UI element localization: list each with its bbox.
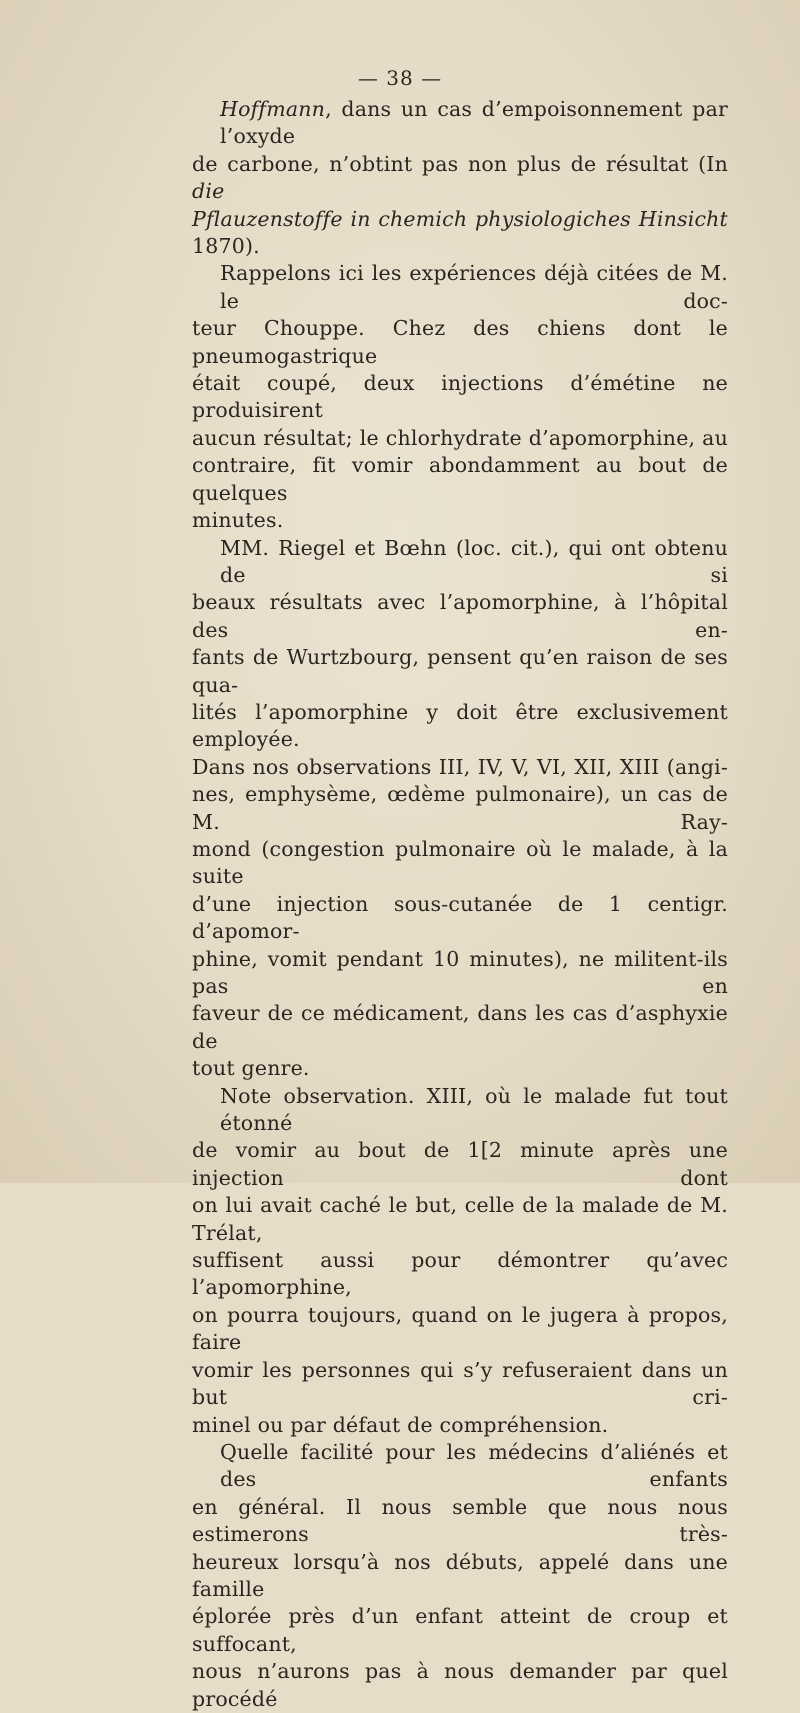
text-line: fants de Wurtzbourg, pensent qu’en raison de ses qua-: [192, 645, 728, 697]
paragraph-4: [192, 1083, 728, 1439]
body-text: [192, 96, 728, 1713]
text-line: tout genre.: [192, 1056, 310, 1081]
text-line: phine, vomit pendant 10 minutes), ne militent-ils pas en: [192, 946, 728, 998]
page-number: — 38 —: [357, 66, 443, 90]
author-name-hoffmann: Hoffmann: [220, 97, 326, 121]
text-line: Note observation. XIII, où le malade fut tout étonné: [220, 1083, 728, 1136]
text-line: de vomir au bout de 1[2 minute après une injection dont: [192, 1138, 728, 1190]
text-line: Dans nos observations III, IV, V, VI, XII, XIII (angi-: [192, 754, 728, 779]
text-line: beaux résultats avec l’apomorphine, à l’hôpital des en-: [192, 590, 728, 642]
text-line: mond (congestion pulmonaire où le malade, à la suite: [192, 836, 728, 889]
text-line: de carbone, n’obtint pas non plus de résultat (In die: [192, 151, 728, 204]
text-line: Rappelons ici les expériences déjà citées de M. le doc-: [220, 261, 728, 313]
paragraph-3: [192, 535, 728, 1083]
text-line: teur Chouppe. Chez des chiens dont le pneumogastrique: [192, 316, 728, 368]
work-title: Pflauzenstoffe in chemich physiologiches Hinsicht: [192, 206, 728, 231]
text-line: Pflauzenstoffe in chemich physiologiches Hinsicht 1870).: [192, 206, 728, 259]
text-line: contraire, fit vomir abondamment au bout de quelques: [192, 453, 728, 505]
paragraph-1: [192, 96, 728, 260]
paragraph-5: [192, 1439, 728, 1713]
text-line: faveur de ce médicament, dans les cas d’asphyxie de: [192, 1001, 728, 1053]
text-line: suffisent aussi pour démontrer qu’avec l’apomorphine,: [192, 1248, 728, 1300]
text-line: éplorée près d’un enfant atteint de croup et suffocant,: [192, 1604, 728, 1656]
text-line: minutes.: [192, 508, 284, 533]
paragraph-2: [192, 260, 728, 534]
text-line: heureux lorsqu’à nos débuts, appelé dans une famille: [192, 1549, 728, 1601]
text-line: aucun résultat; le chlorhydrate d’apomorphine, au: [192, 425, 728, 450]
text-line: MM. Riegel et Bœhn (loc. cit.), qui ont obtenu de si: [220, 535, 728, 587]
text-line: Hoffmann, dans un cas d’empoisonnement par l’oxyde: [220, 97, 728, 149]
text-line: minel ou par défaut de compréhension.: [192, 1412, 609, 1437]
text-line: était coupé, deux injections d’émétine ne produisirent: [192, 371, 728, 423]
text-line: d’une injection sous-cutanée de 1 centigr. d’apomor-: [192, 891, 728, 944]
text-line: nes, emphysème, œdème pulmonaire), un cas de M. Ray-: [192, 782, 728, 834]
text-line: Quelle facilité pour les médecins d’aliénés et des enfants: [220, 1439, 728, 1492]
text-line: nous n’aurons pas à nous demander par quel procédé: [192, 1659, 728, 1711]
text-line: on pourra toujours, quand on le jugera à propos, faire: [192, 1302, 728, 1355]
text-line: on lui avait caché le but, celle de la malade de M. Trélat,: [192, 1193, 728, 1245]
text-line: lités l’apomorphine y doit être exclusivement employée.: [192, 699, 728, 752]
text-line: en général. Il nous semble que nous nous estimerons très-: [192, 1494, 728, 1547]
text-line: vomir les personnes qui s’y refuseraient dans un but cri-: [192, 1357, 728, 1410]
